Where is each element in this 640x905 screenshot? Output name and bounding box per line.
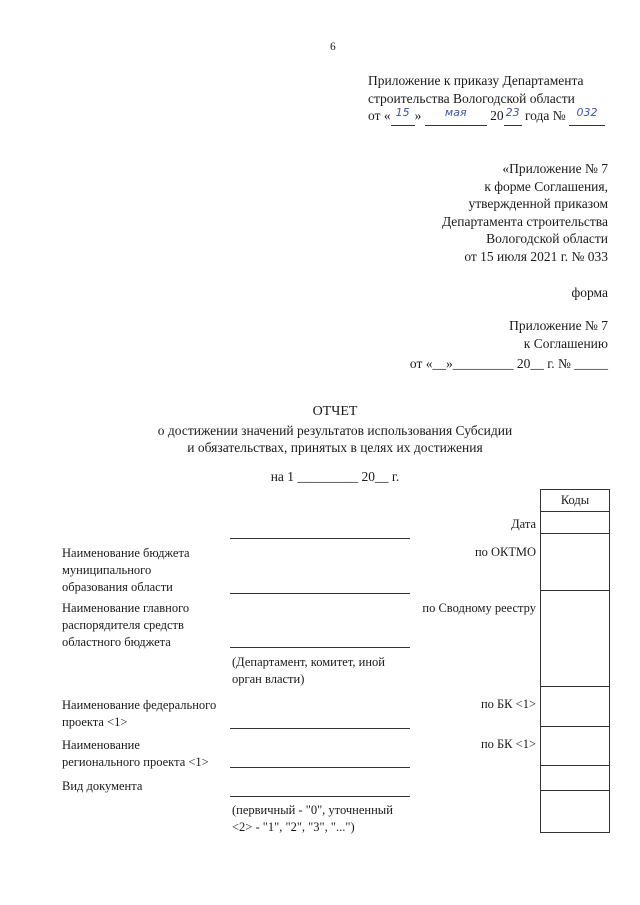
code-cell-svod[interactable] (541, 591, 609, 687)
codes-table (540, 489, 610, 833)
approval-year-prefix: 20 (490, 108, 504, 123)
field-line-federal[interactable] (230, 728, 410, 729)
report-subtitle-2: и обязательствах, принятых в целях их достижения (187, 440, 483, 455)
agreement-appendix-line-2: к Соглашению (523, 335, 608, 351)
field-line-doc-type[interactable] (230, 796, 410, 797)
label-date: Дата (511, 517, 536, 531)
hint-department-line: (Департамент, комитет, иной (232, 655, 385, 669)
label-budget-line: муниципального (62, 563, 152, 577)
approval-date-mid: » (414, 108, 422, 123)
label-oktmo: по ОКТМО (474, 545, 536, 559)
field-line-date[interactable] (230, 538, 410, 539)
label-distributor-line: Наименование главного (62, 601, 190, 615)
label-distributor-line: распорядителя средств (62, 618, 184, 632)
report-as-of-date: на 1 _________ 20__ г. (270, 469, 400, 484)
handwritten-month: мая (444, 106, 467, 119)
label-doc-type: Вид документа (62, 779, 143, 793)
appendix7-line: «Приложение № 7 (502, 161, 608, 176)
page-number: 6 (330, 41, 336, 53)
field-line-distributor[interactable] (230, 647, 410, 648)
appendix7-line: Вологодской области (486, 231, 608, 246)
label-distributor-line: областного бюджета (62, 635, 171, 649)
report-title: ОТЧЕТ (312, 404, 358, 419)
code-cell-oktmo[interactable] (541, 534, 609, 591)
report-subtitle-1: о достижении значений результатов использования Субсидии (157, 423, 513, 438)
agreement-appendix (440, 317, 608, 352)
code-cell-doc-type[interactable] (541, 766, 609, 791)
label-budget-line: Наименование бюджета (62, 546, 190, 560)
label-federal-line: Наименование федерального (62, 698, 217, 712)
form-label: форма (571, 285, 608, 300)
approval-year-suffix (504, 107, 522, 126)
hint-doc-type-line: <2> - "1", "2", "3", "...") (232, 820, 355, 834)
label-budget-line: образования области (62, 580, 173, 594)
handwritten-year: 23 (505, 106, 520, 119)
field-line-budget[interactable] (230, 593, 410, 594)
label-federal-project (62, 697, 232, 731)
label-regional-project (62, 737, 232, 771)
approval-date-prefix: от « (368, 108, 391, 123)
label-main-distributor (62, 600, 232, 651)
approval-month (425, 107, 487, 126)
code-cell-bk-federal[interactable] (541, 687, 609, 727)
appendix7-block (380, 160, 608, 265)
handwritten-number: 032 (576, 106, 598, 119)
code-cell-extra[interactable] (541, 791, 609, 832)
hint-doc-type-line: (первичный - "0", уточненный (232, 803, 393, 817)
agreement-date-line: от «__»_________ 20__ г. № _____ (409, 356, 608, 371)
approval-line-1: Приложение к приказу Департамента (368, 73, 584, 88)
handwritten-day: 15 (395, 106, 410, 119)
appendix7-line: к форме Соглашения, (484, 178, 608, 194)
approval-day (391, 107, 415, 126)
label-bk-2: по БК <1> (480, 737, 536, 751)
approval-block (368, 72, 618, 126)
appendix7-line: Департамента строительства (441, 213, 608, 229)
approval-number (569, 107, 605, 126)
agreement-appendix-line-1: Приложение № 7 (509, 318, 608, 333)
label-svod: по Сводному реестру (422, 601, 536, 615)
label-regional-line: регионального проекта <1> (62, 755, 209, 769)
code-cell-bk-regional[interactable] (541, 727, 609, 766)
label-budget (62, 545, 232, 596)
label-bk-1: по БК <1> (480, 697, 536, 711)
approval-date-line (368, 107, 618, 126)
code-cell-date[interactable] (541, 512, 609, 534)
label-regional-line: Наименование (62, 738, 140, 752)
appendix7-line: от 15 июля 2021 г. № 033 (464, 248, 608, 264)
appendix7-line: утвержденной приказом (468, 196, 608, 211)
approval-year-after: года № (521, 108, 566, 123)
hint-doc-type (232, 802, 432, 836)
field-line-regional[interactable] (230, 767, 410, 768)
hint-department (232, 654, 422, 688)
codes-header: Коды (541, 490, 609, 512)
approval-line-2: строительства Вологодской области (368, 90, 575, 106)
hint-department-line: орган власти) (232, 672, 305, 686)
label-federal-line: проекта <1> (62, 715, 128, 729)
